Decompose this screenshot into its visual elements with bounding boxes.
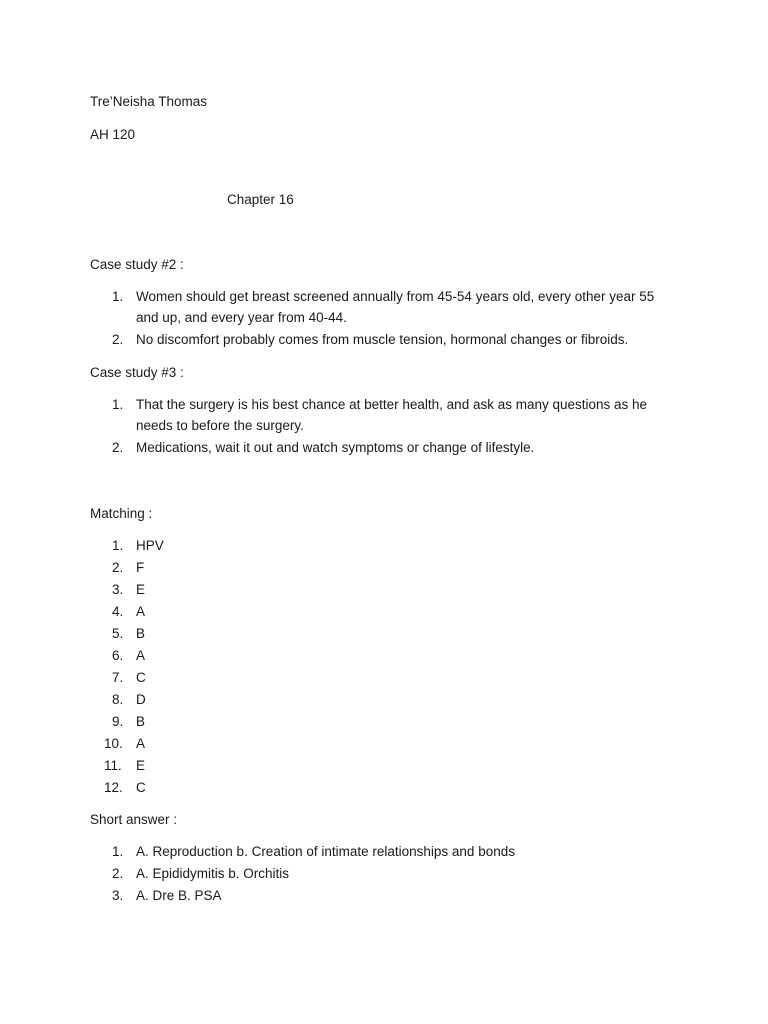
list-item-text: A	[136, 736, 146, 751]
list-item-text: Medications, wait it out and watch symptoms or change of lifestyle.	[136, 440, 535, 455]
list-item-number: 3.	[112, 582, 124, 597]
chapter-title: Chapter 16	[227, 192, 294, 207]
list-item-text: Women should get breast screened annually from 45-54 years old, every other year 55	[136, 289, 655, 304]
list-item-number: 10.	[104, 736, 123, 751]
list-item-number: 7.	[112, 670, 124, 685]
list-item-text: No discomfort probably comes from muscle tension, hormonal changes or fibroids.	[136, 332, 629, 347]
list-item-text: E	[136, 582, 146, 597]
case-study-3-heading: Case study #3 :	[90, 365, 184, 380]
case-study-2-heading: Case study #2 :	[90, 257, 184, 272]
list-item-number: 1.	[112, 844, 124, 859]
list-item-text: B	[136, 626, 146, 641]
list-item-text-continued: and up, and every year from 40-44.	[136, 310, 347, 325]
list-item-number: 2.	[112, 332, 124, 347]
list-item-number: 9.	[112, 714, 124, 729]
list-item-text: E	[136, 758, 146, 773]
list-item-number: 2.	[112, 440, 124, 455]
list-item-number: 1.	[112, 538, 124, 553]
list-item-text: A. Reproduction b. Creation of intimate relationships and bonds	[136, 844, 515, 859]
list-item-text: A	[136, 604, 146, 619]
list-item-text: A. Epididymitis b. Orchitis	[136, 866, 290, 881]
list-item-number: 2.	[112, 866, 124, 881]
list-item-number: 8.	[112, 692, 124, 707]
short-answer-heading: Short answer :	[90, 812, 178, 827]
list-item-number: 3.	[112, 888, 124, 903]
list-item-number: 1.	[112, 289, 124, 304]
list-item-text: F	[136, 560, 145, 575]
list-item-number: 2.	[112, 560, 124, 575]
student-name: Tre’Neisha Thomas	[90, 94, 208, 109]
list-item-text: D	[136, 692, 146, 707]
list-item-text: That the surgery is his best chance at better health, and ask as many questions as he	[136, 397, 648, 412]
list-item-text: C	[136, 780, 146, 795]
matching-heading: Matching :	[90, 506, 153, 521]
list-item-text: HPV	[136, 538, 164, 553]
list-item-text: C	[136, 670, 146, 685]
list-item-text: A. Dre B. PSA	[136, 888, 222, 903]
list-item-number: 12.	[104, 780, 123, 795]
list-item-text-continued: needs to before the surgery.	[136, 418, 304, 433]
list-item-number: 4.	[112, 604, 124, 619]
list-item-text: B	[136, 714, 146, 729]
list-item-number: 1.	[112, 397, 124, 412]
list-item-text: A	[136, 648, 146, 663]
list-item-number: 5.	[112, 626, 124, 641]
list-item-number: 11.	[104, 758, 122, 773]
list-item-number: 6.	[112, 648, 124, 663]
course-code: AH 120	[90, 127, 136, 142]
